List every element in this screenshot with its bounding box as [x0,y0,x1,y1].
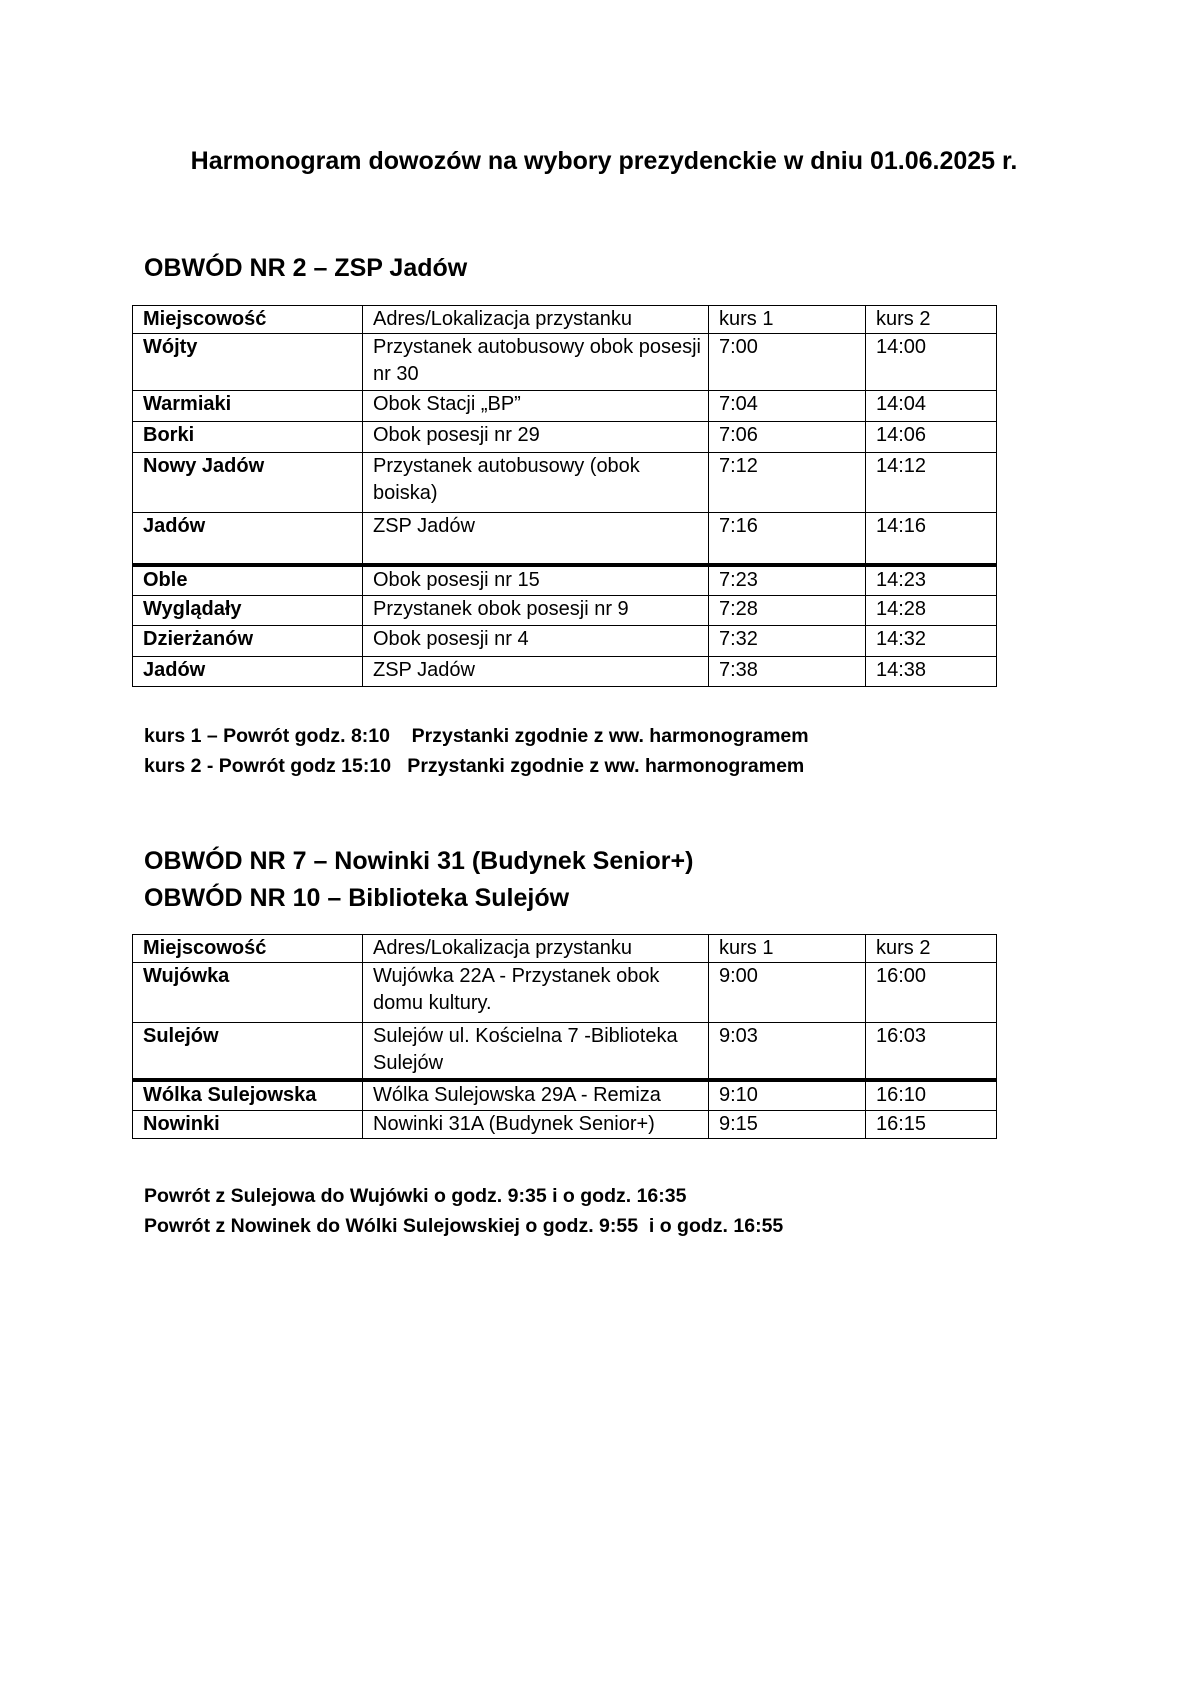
cell-kurs-2: 16:03 [866,1023,997,1080]
table-row [133,626,997,657]
header-kurs-2: kurs 2 [866,306,997,334]
cell-address: Sulejów ul. Kościelna 7 -Biblioteka Sulejów [363,1023,709,1080]
cell-place: Sulejów [133,1023,363,1080]
return-note-kurs-2: kurs 2 - Powrót godz 15:10 Przystanki zgodnie z ww. harmonogramem [144,755,805,777]
header-adres: Adres/Lokalizacja przystanku [363,935,709,963]
cell-kurs-2: 16:10 [866,1080,997,1111]
table-row [133,1023,997,1080]
cell-address: Przystanek obok posesji nr 9 [363,596,709,626]
schedule-table-obwod-7-10 [132,934,997,1139]
cell-address: Wólka Sulejowska 29A - Remiza [363,1080,709,1111]
cell-address: ZSP Jadów [363,513,709,565]
table-row [133,1111,997,1139]
cell-place: Nowy Jadów [133,453,363,513]
cell-kurs-1: 7:32 [709,626,866,657]
cell-address: Przystanek autobusowy (obok boiska) [363,453,709,513]
cell-address: Wujówka 22A - Przystanek obok domu kultury. [363,963,709,1023]
cell-kurs-1: 7:12 [709,453,866,513]
cell-address: ZSP Jadów [363,657,709,687]
cell-place: Jadów [133,513,363,565]
cell-kurs-2: 14:04 [866,391,997,422]
cell-place: Dzierżanów [133,626,363,657]
cell-kurs-2: 14:16 [866,513,997,565]
cell-address: Obok posesji nr 4 [363,626,709,657]
cell-address: Nowinki 31A (Budynek Senior+) [363,1111,709,1139]
table-row [133,422,997,453]
schedule-table-obwod-2 [132,305,997,687]
cell-kurs-1: 7:04 [709,391,866,422]
table-row [133,657,997,687]
table-row [133,963,997,1023]
table-row [133,596,997,626]
header-kurs-1: kurs 1 [709,935,866,963]
cell-place: Wyglądały [133,596,363,626]
table-row [133,1080,997,1111]
cell-address: Obok Stacji „BP” [363,391,709,422]
cell-kurs-2: 14:38 [866,657,997,687]
cell-kurs-1: 9:03 [709,1023,866,1080]
cell-kurs-1: 7:00 [709,334,866,391]
cell-kurs-2: 14:32 [866,626,997,657]
section2-heading-line2: OBWÓD NR 10 – Biblioteka Sulejów [144,884,570,912]
cell-kurs-2: 14:00 [866,334,997,391]
return-note-sulejow: Powrót z Sulejowa do Wujówki o godz. 9:35 i o godz. 16:35 [144,1185,687,1207]
cell-kurs-2: 16:15 [866,1111,997,1139]
cell-kurs-1: 7:28 [709,596,866,626]
table-row [133,565,997,596]
cell-kurs-2: 14:28 [866,596,997,626]
header-kurs-2: kurs 2 [866,935,997,963]
cell-kurs-2: 16:00 [866,963,997,1023]
table-header-row [133,935,997,963]
cell-place: Wólka Sulejowska [133,1080,363,1111]
header-kurs-1: kurs 1 [709,306,866,334]
table-row [133,513,997,565]
document-title: Harmonogram dowozów na wybory prezydenckie w dniu 01.06.2025 r. [190,147,1018,175]
cell-place: Oble [133,565,363,596]
header-miejscowosc: Miejscowość [133,306,363,334]
cell-kurs-2: 14:23 [866,565,997,596]
header-adres: Adres/Lokalizacja przystanku [363,306,709,334]
cell-kurs-2: 14:06 [866,422,997,453]
cell-kurs-1: 7:38 [709,657,866,687]
cell-place: Warmiaki [133,391,363,422]
table-row [133,453,997,513]
cell-place: Nowinki [133,1111,363,1139]
cell-address: Obok posesji nr 29 [363,422,709,453]
cell-kurs-1: 7:23 [709,565,866,596]
table-header-row [133,306,997,334]
cell-kurs-1: 7:06 [709,422,866,453]
cell-kurs-1: 9:10 [709,1080,866,1111]
section2-heading-line1: OBWÓD NR 7 – Nowinki 31 (Budynek Senior+) [144,847,694,875]
table-row [133,334,997,391]
cell-address: Przystanek autobusowy obok posesji nr 30 [363,334,709,391]
cell-address: Obok posesji nr 15 [363,565,709,596]
return-note-kurs-1: kurs 1 – Powrót godz. 8:10 Przystanki zgodnie z ww. harmonogramem [144,725,809,747]
cell-kurs-1: 7:16 [709,513,866,565]
section1-heading: OBWÓD NR 2 – ZSP Jadów [144,254,468,282]
table-row [133,391,997,422]
return-note-nowinki: Powrót z Nowinek do Wólki Sulejowskiej o godz. 9:55 i o godz. 16:55 [144,1215,784,1237]
cell-kurs-1: 9:15 [709,1111,866,1139]
cell-place: Borki [133,422,363,453]
header-miejscowosc: Miejscowość [133,935,363,963]
cell-kurs-1: 9:00 [709,963,866,1023]
cell-place: Wójty [133,334,363,391]
cell-place: Wujówka [133,963,363,1023]
cell-kurs-2: 14:12 [866,453,997,513]
cell-place: Jadów [133,657,363,687]
